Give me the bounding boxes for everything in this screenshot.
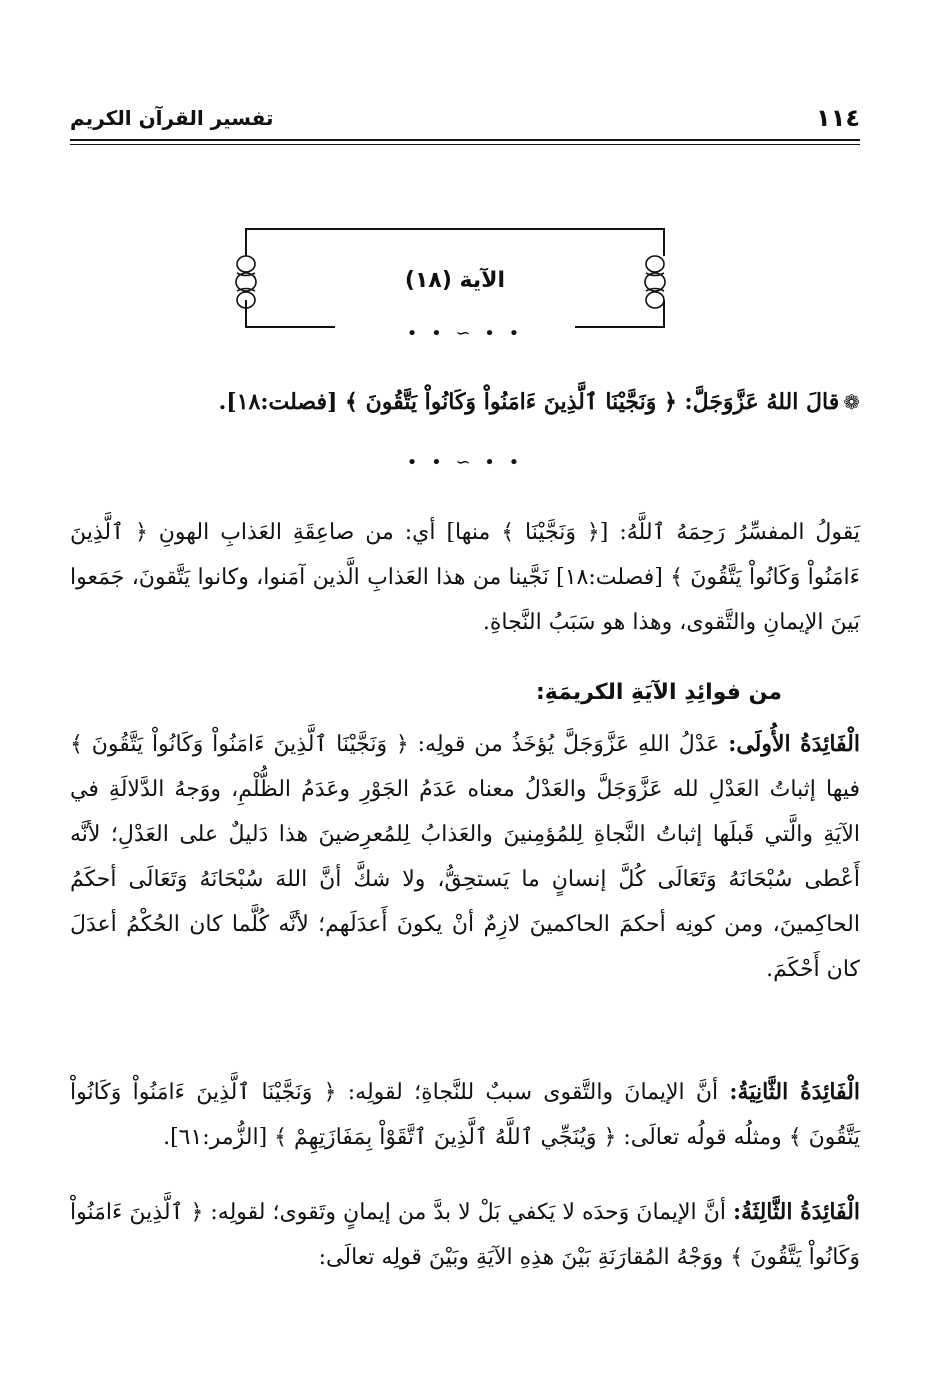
benefit-paragraph: [70, 1190, 860, 1280]
benefit-text: عَدْلُ اللهِ عَزَّوَجَلَّ يُؤخَذُ من قولِه: ﴿ وَنَجَّيْنَا ٱلَّذِينَ ءَامَنُواْ وَكَانُواْ يَتَّقُونَ ﴾ فيها إثباتُ العَدْلِ لله عَزَّوَجَلَّ والعَدْلُ معناه عَدَمُ الجَوْرِ وعَدَمُ الظُّلْمِ، ووَجهُ الدَّلالَةِ في الآيَةِ والَّتي قَبلَها إثباتُ النَّجاةِ لِلمُؤمِنينَ والعَذابُ لِلمُعرِضينَ هذا دَليلٌ على العَدْلِ؛ لأنَّه أَعْطى سُبْحَانَهُ وَتَعَالَى كُلَّ إنسانٍ ما يَستحِقُّ، ولا شكَّ أنَّ اللهَ سُبْحَانَهُ وَتَعَالَى أحكَمُ الحاكِمينَ، ومن كونِه أحكمَ الحاكمينَ لازِمٌ أنْ يكونَ أَعدَلَهم؛ لأنَّه كُلَّما كان الحُكْمُ أعدَلَ كان أَحْكَمَ.: [70, 732, 860, 982]
ornament-divider: • • ∽ • •: [406, 323, 524, 344]
flower-icon: ❁: [843, 390, 860, 414]
benefit-text: أنَّ الإيمانَ وَحدَه لا يَكفي بَلْ لا بدَّ من إيمانٍ وتَقوى؛ لقولِه: ﴿ ٱلَّذِينَ ءَامَنُواْ وَكَانُواْ يَتَّقُونَ ﴾ ووَجْهُ المُقارَنَةِ بَيْنَ هذِهِ الآيَةِ وبَيْنَ قولِه تعالَى:: [70, 1200, 860, 1270]
ornament-divider: • • ∽ • •: [406, 452, 524, 473]
quote-text: قالَ اللهُ عَزَّوَجَلَّ: ﴿ وَنَجَّيْنَا ٱلَّذِينَ ءَامَنُواْ وَكَانُواْ يَتَّقُونَ ﴾ [فصلت:١٨].: [218, 389, 840, 415]
benefit-paragraph: [70, 1070, 860, 1160]
ayah-title: الآية (١٨): [404, 268, 506, 293]
header-rule: [70, 139, 860, 141]
book-title: تفسير القرآن الكريم: [70, 106, 274, 130]
benefit-paragraph: [70, 722, 860, 992]
header-rule-thin: [70, 144, 860, 145]
quran-quote: [70, 380, 860, 425]
benefit-label: الْفَائِدَةُ الثَّانِيَةُ:: [729, 1079, 860, 1105]
benefit-text: أنَّ الإيمانَ والتَّقوى سببٌ للنَّجاةِ؛ لقولِه: ﴿ وَنَجَّيْنَا ٱلَّذِينَ ءَامَنُواْ وَكَانُواْ يَتَّقُونَ ﴾ ومثلُه قولُه تعالَى: ﴿ وَيُنَجِّي ٱللَّهُ ٱلَّذِينَ ٱتَّقَوْاْ بِمَفَازَتِهِمْ ﴾ [الزُّمر:٦١].: [70, 1080, 860, 1150]
page-header: [70, 104, 860, 138]
tafsir-paragraph: يَقولُ المفسِّرُ رَحِمَهُ ٱللَّهُ: [﴿ وَنَجَّيْنَا ﴾ منها] أي: من صاعِقَةِ العَذابِ الهونِ ﴿ ٱلَّذِينَ ءَامَنُواْ وَكَانُواْ يَتَّقُونَ ﴾ [فصلت:١٨] نَجَّينا من هذا العَذابِ الَّذين آمَنوا، وكانوا يَتَّقونَ، جَمَعوا بَينَ الإيمانِ والتَّقوى، وهذا هو سَبَبُ النَّجاةِ.: [70, 520, 860, 635]
benefit-label: الْفَائِدَةُ الثَّالِثَةُ:: [733, 1199, 860, 1225]
page-number: ١١٤: [816, 104, 860, 132]
benefit-label: الْفَائِدَةُ الأُولَى:: [728, 731, 860, 757]
section-heading: من فوائِدِ الآيَةِ الكريمَةِ:: [535, 680, 782, 705]
